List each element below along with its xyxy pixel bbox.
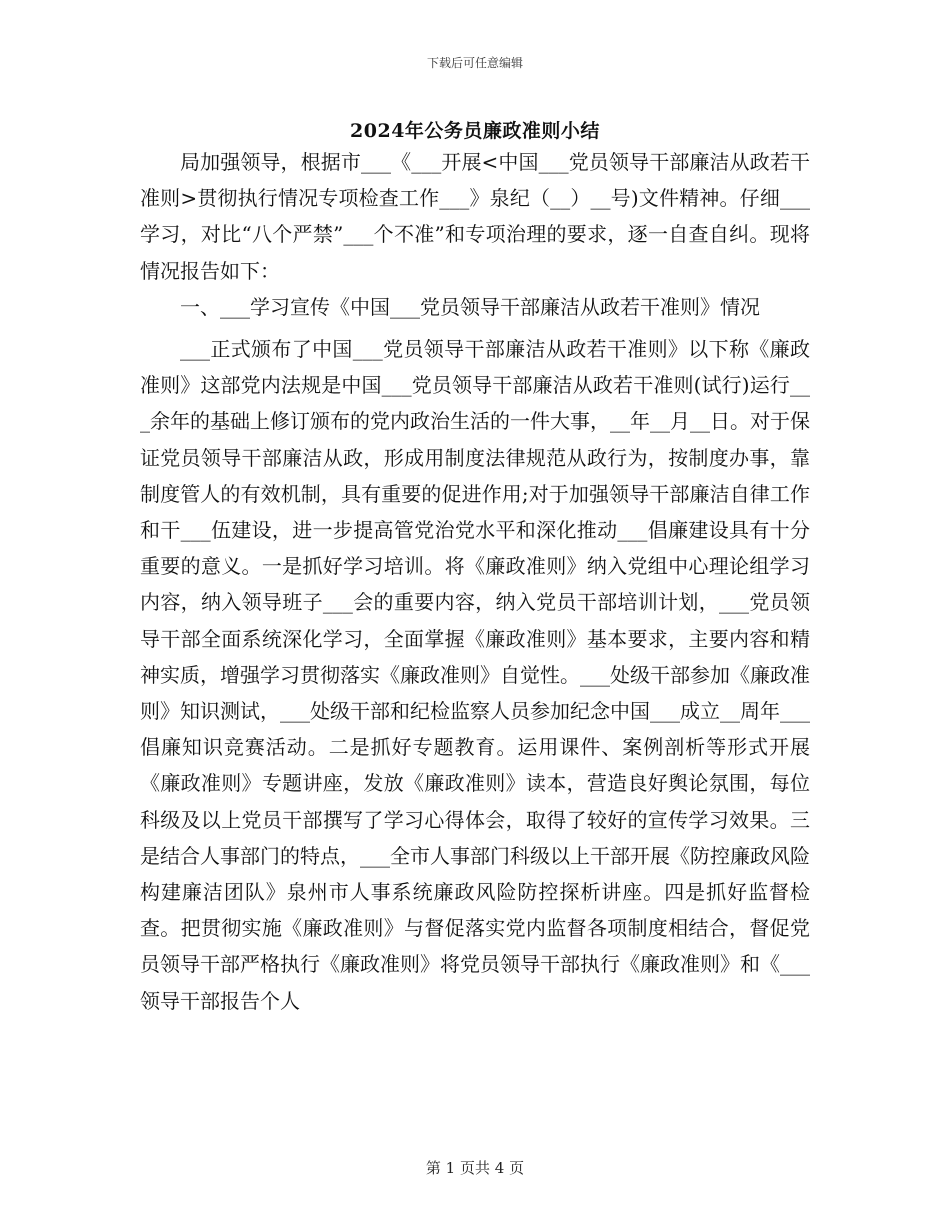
intro-paragraph: 局加强领导，根据市___《___开展<中国___党员领导干部廉洁从政若干准则>贯彻执行情况专项检查工作___》泉纪（__）__号)文件精神。仔细___学习，对比“八个严禁”___个不准”和专项治理的要求，逐一自查自纠。现将情况报告如下： bbox=[140, 150, 810, 283]
page-number: 第 1 页共 4 页 bbox=[425, 1159, 525, 1177]
section-heading: 一、___学习宣传《中国___党员领导干部廉洁从政若干准则》情况 bbox=[180, 294, 760, 319]
page-header-note: 下载后可任意编辑 bbox=[426, 56, 523, 70]
document-title: 2024年公务员廉政准则小结 bbox=[350, 120, 600, 142]
body-paragraph: ___正式颁布了中国___党员领导干部廉洁从政若干准则》以下称《廉政准则》这部党内法规是中国___党员领导干部廉洁从政若干准则(试行)运行___余年的基础上修订颁布的党内政治生活的一件大事，__年__月__日。对于保证党员领导干部廉洁从政，形成用制度法律规范从政行为，按制度办事，靠制度管人的有效机制，具有重要的促进作用;对于加强领导干部廉洁自律工作和干___伍建设，进一步提高管党治党水平和深化推动___倡廉建设具有十分重要的意义。一是抓好学习培训。将《廉政准则》纳入党组中心理论组学习内容，纳入领导班子___会的重要内容，纳入党员干部培训计划，___党员领导干部全面系统深化学习，全面掌握《廉政准则》基本要求，主要内容和精神实质，增强学习贯彻落实《廉政准则》自觉性。___处级干部参加《廉政准则》知识测试，___处级干部和纪检监察人员参加纪念中国___成立__周年___倡廉知识竞赛活动。二是抓好专题教育。运用课件、案例剖析等形式开展《廉政准则》专题讲座，发放《廉政准则》读本，营造良好舆论氛围，每位科级及以上党员干部撰写了学习心得体会，取得了较好的宣传学习效果。三是结合人事部门的特点，___全市人事部门科级以上干部开展《防控廉政风险构建廉洁团队》泉州市人事系统廉政风险防控探析讲座。四是抓好监督检查。把贯彻实施《廉政准则》与督促落实党内监督各项制度相结合，督促党员领导干部严格执行《廉政准则》将党员领导干部执行《廉政准则》和《___领导干部报告个人 bbox=[140, 337, 810, 1013]
document-body bbox=[140, 144, 810, 1019]
